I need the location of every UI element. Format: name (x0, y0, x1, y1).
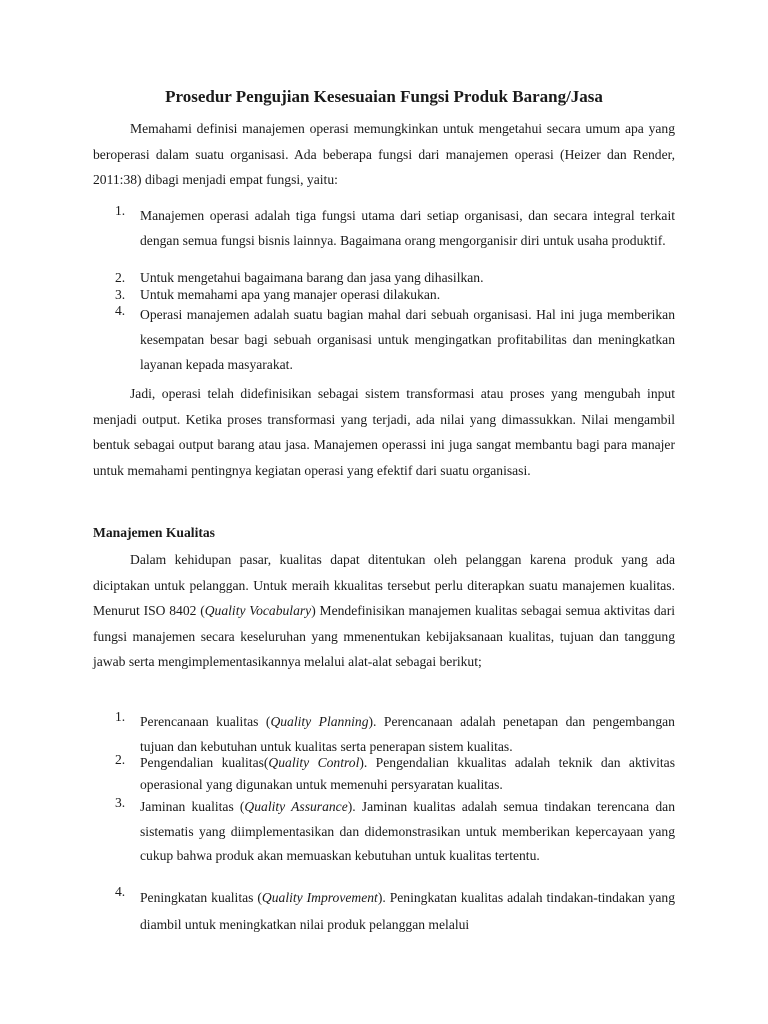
list-number: 1. (115, 203, 126, 218)
list-text-italic: Quality Control (268, 755, 360, 770)
list-text: Untuk memahami apa yang manajer operasi dilakukan. (140, 287, 441, 302)
paragraph-3-text: Dalam kehidupan pasar, kualitas dapat ditentukan oleh pelanggan karena produk yang ada diciptakan untuk pelanggan. Untuk meraih kkualitas tersebut perlu diterapkan suatu manajemen kualitas. Menurut ISO 8402 ( (93, 552, 675, 618)
list-item (115, 752, 675, 796)
list-text (140, 752, 675, 796)
list-number: 4. (115, 303, 126, 318)
list-text: Manajemen operasi adalah tiga fungsi utama dari setiap organisasi, dan secara integral terkait dengan semua fungsi bisnis lainnya. Bagaimana orang mengorganisir diri untuk usaha produktif. (140, 208, 675, 248)
list-number: 3. (115, 795, 126, 810)
list-text (140, 884, 675, 938)
section-heading: Manajemen Kualitas (93, 525, 215, 540)
paragraph-3 (93, 547, 675, 675)
list-number: 2. (115, 270, 126, 285)
list-item (115, 203, 675, 253)
paragraph-3-text-end: ) Mendefinisikan manajemen kualitas sebagai semua aktivitas dari fungsi manajemen secara keseluruhan yang mmenentukan kebijaksanaan kualitas, tujuan dan tanggung jawab serta mengimplementasikannya melalui alat-alat sebagai berikut; (93, 603, 675, 669)
list-number: 2. (115, 752, 126, 767)
list-text-italic: Quality Planning (270, 714, 369, 729)
list-text: Operasi manajemen adalah suatu bagian mahal dari sebuah organisasi. Hal ini juga memberikan kesempatan besar bagi sebuah organisasi untuk mengingatkan profitabilitas dan meningkatkan layanan kepada masyarakat. (140, 307, 675, 372)
list-text-start: Perencanaan kualitas ( (140, 714, 271, 729)
paragraph-2: Jadi, operasi telah didefinisikan sebagai sistem transformasi atau proses yang mengubah input menjadi output. Ketika proses transformasi yang terjadi, ada nilai yang dimassukkan. Nilai mengambil bentuk sebagai output barang atau jasa. Manajemen operassi ini juga sangat membantu bagi para manajer untuk memahami pentingnya kegiatan operasi yang efektif dari suatu organisasi. (93, 386, 675, 478)
list-text-start: Peningkatan kualitas ( (140, 890, 262, 905)
list-text-end: ). Perencanaan adalah penetapan dan pengembangan tujuan dan kebutuhan untuk kualitas serta penerapan sistem kualitas. (140, 714, 675, 754)
list-item (115, 302, 675, 377)
list-text: Untuk mengetahui bagaimana barang dan jasa yang dihasilkan. (140, 270, 484, 285)
list-number: 4. (115, 884, 126, 899)
list-item (115, 884, 675, 938)
paragraph-3-italic: Quality Vocabulary (204, 603, 312, 618)
list-item (115, 795, 675, 869)
intro-paragraph: Memahami definisi manajemen operasi memungkinkan untuk mengetahui secara umum apa yang beroperasi dalam suatu organisasi. Ada beberapa fungsi dari manajemen operasi (Heizer dan Render, 2011:38) dibagi menjadi empat fungsi, yaitu: (93, 121, 675, 187)
list-text (140, 795, 675, 869)
list-text-start: Jaminan kualitas ( (140, 799, 245, 814)
list-text-start: Pengendalian kualitas( (140, 755, 269, 770)
list-number: 1. (115, 709, 126, 724)
list-text-end: ). Peningkatan kualitas adalah tindakan-tindakan yang diambil untuk meningkatkan nilai produk pelanggan melalui (140, 890, 676, 932)
list-text-italic: Quality Assurance (244, 799, 348, 814)
list-text-end: ). Jaminan kualitas adalah semua tindakan terencana dan sistematis yang diimplementasikan dan didemonstrasikan untuk memberikan kepercayaan yang cukup bahwa produk akan memuaskan kebutuhan untuk kualitas tertentu. (140, 799, 675, 863)
list-item (115, 269, 675, 286)
list-text-end: ). Pengendalian kkualitas adalah teknik dan aktivitas operasional yang digunakan untuk memenuhi persyaratan kualitas. (140, 755, 675, 792)
list-number: 3. (115, 287, 126, 302)
list-text-italic: Quality Improvement (261, 890, 378, 905)
page-title: Prosedur Pengujian Kesesuaian Fungsi Produk Barang/Jasa (165, 87, 603, 106)
list-item (115, 286, 675, 303)
